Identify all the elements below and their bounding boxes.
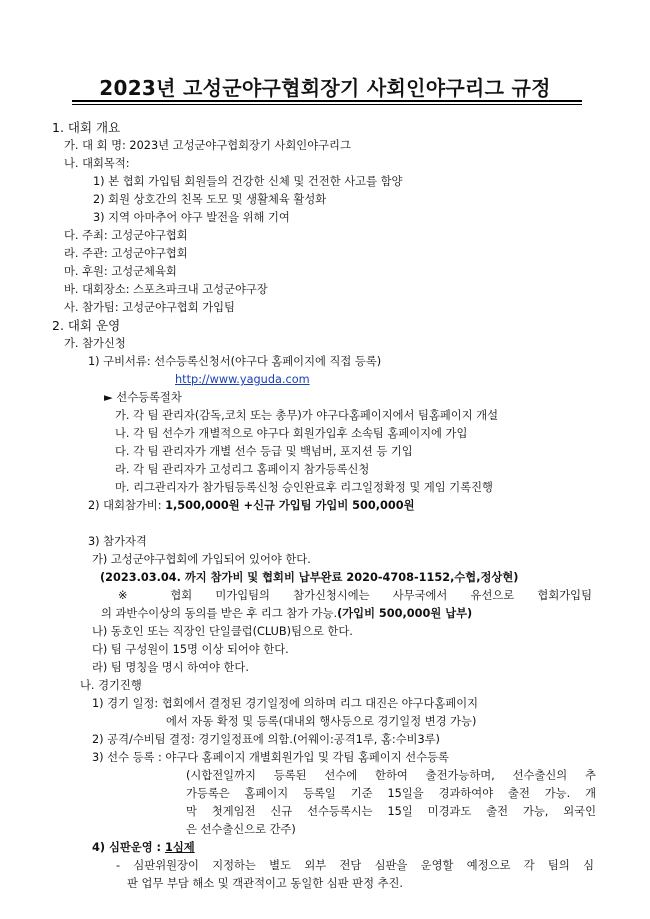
section-1-heading: 1. 대회 개요 <box>52 120 121 135</box>
purpose-item-1: 1) 본 협회 가입팀 회원들의 건강한 신체 및 건전한 사고를 함양 <box>93 175 403 188</box>
entry-fee-label: 2) 대회참가비: <box>88 499 166 512</box>
umpire-system: 1심제 <box>165 841 195 854</box>
registration-procedure-heading: ► 선수등록절차 <box>104 391 182 404</box>
title-underline-thin <box>72 104 582 105</box>
umpire-operation-label: 4) 심판운영 : <box>92 841 165 854</box>
player-registration: 3) 선수 등록 : 야구다 홈페이지 개별회원가입 및 각팀 홈페이지 선수등록 <box>92 751 449 764</box>
player-registration-note-4: 은 선수출신으로 간주) <box>186 823 296 836</box>
procedure-step-d: 라. 각 팀 관리자가 고성리그 홈페이지 참가등록신청 <box>115 463 370 476</box>
procedure-step-c: 다. 각 팀 관리자가 개별 선수 등급 및 백넘버, 포지션 등 기입 <box>115 445 413 458</box>
game-progress-heading: 나. 경기진행 <box>80 679 142 692</box>
document-title: 2023년 고성군야구협회장기 사회인야구리그 규정 <box>99 76 551 100</box>
eligibility-heading: 3) 참가자격 <box>88 535 147 548</box>
entry-fee <box>88 498 415 513</box>
event-name: 가. 대 회 명: 2023년 고성군야구협회장기 사회인야구리그 <box>64 139 351 152</box>
host: 다. 주최: 고성군야구협회 <box>64 229 188 242</box>
non-member-note-text: 의 과반수이상의 동의를 받은 후 리그 참가 가능. <box>101 607 338 620</box>
venue: 바. 대회장소: 스포츠파크내 고성군야구장 <box>64 283 268 296</box>
title-underline <box>72 100 582 102</box>
umpire-note-2: 판 업무 부담 해소 및 객관적이고 동일한 심판 판정 추진. <box>127 877 403 890</box>
purpose-item-3: 3) 지역 아마추어 야구 발전을 위해 기여 <box>93 211 290 224</box>
offense-defense-rule: 2) 공격/수비팀 결정: 경기일정표에 의함.(어웨이:공격1루, 홈:수비3루) <box>92 733 440 746</box>
yaguda-link[interactable]: http://www.yaguda.com <box>175 373 310 386</box>
game-schedule: 1) 경기 일정: 협회에서 결정된 경기일정에 의하며 리그 대진은 야구다홈페이지 <box>92 697 479 710</box>
eligibility-c: 다) 팀 구성원이 15명 이상 되어야 한다. <box>92 643 289 656</box>
sponsor: 마. 후원: 고성군체육회 <box>64 265 177 278</box>
eligibility-a: 가) 고성군야구협회에 가입되어 있어야 한다. <box>92 553 311 566</box>
purpose-item-2: 2) 회원 상호간의 친목 도모 및 생활체육 활성화 <box>93 193 327 206</box>
procedure-step-e: 마. 리그관리자가 참가팀등록신청 승인완료후 리그일정확정 및 게임 기록진행 <box>115 481 493 494</box>
procedure-step-a: 가. 각 팀 관리자(감독,코치 또는 총무)가 야구다홈페이지에서 팀홈페이지 개설 <box>115 409 499 422</box>
non-member-note-line-2 <box>101 606 472 621</box>
participating-teams: 사. 참가팀: 고성군야구협회 가입팀 <box>64 301 235 314</box>
organizer: 라. 주관: 고성군야구협회 <box>64 247 188 260</box>
membership-fee-note: (가입비 500,000원 납부) <box>337 607 473 620</box>
procedure-step-b: 나. 각 팀 선수가 개별적으로 야구다 회원가입후 소속팀 홈페이지에 가입 <box>115 427 468 440</box>
player-registration-note-1: (시합전일까지 등록된 선수에 한하여 출전가능하며, 선수출신의 추 <box>186 769 596 782</box>
player-registration-note-3: 막 첫게임전 신규 선수등록시는 15일 미경과도 출전 가능, 외국인 <box>186 805 596 818</box>
player-registration-note-2: 가등록은 홈페이지 등록일 기준 15일을 경과하여야 출전 가능. 개 <box>186 787 596 800</box>
game-schedule-cont: 에서 자동 확정 및 등록(대내외 행사등으로 경기일정 변경 가능) <box>166 715 477 728</box>
non-member-note-line-1: ※ 협회 미가입팀의 참가신청시에는 사무국에서 유선으로 협회가입팀 <box>118 589 592 602</box>
eligibility-d: 라) 팀 명칭을 명시 하여야 한다. <box>92 661 249 674</box>
application-heading: 가. 참가신청 <box>64 337 126 350</box>
section-2-heading: 2. 대회 운영 <box>52 318 121 333</box>
purpose-label: 나. 대회목적: <box>64 157 130 170</box>
payment-note: (2023.03.04. 까지 참가비 및 협회비 납부완료 2020-4708-1152,수협,정상현) <box>100 571 519 584</box>
eligibility-b: 나) 동호인 또는 직장인 단일클럽(CLUB)팀으로 한다. <box>92 625 353 638</box>
umpire-note-1: - 심판위원장이 지정하는 별도 외부 전담 심판을 운영할 예정으로 각 팀의 심 <box>116 859 594 872</box>
entry-fee-amount: 1,500,000원 +신규 가입팀 가입비 500,000원 <box>165 499 415 512</box>
required-documents: 1) 구비서류: 선수등록신청서(야구다 홈페이지에 직접 등록) <box>88 355 382 368</box>
umpire-operation <box>92 840 195 855</box>
